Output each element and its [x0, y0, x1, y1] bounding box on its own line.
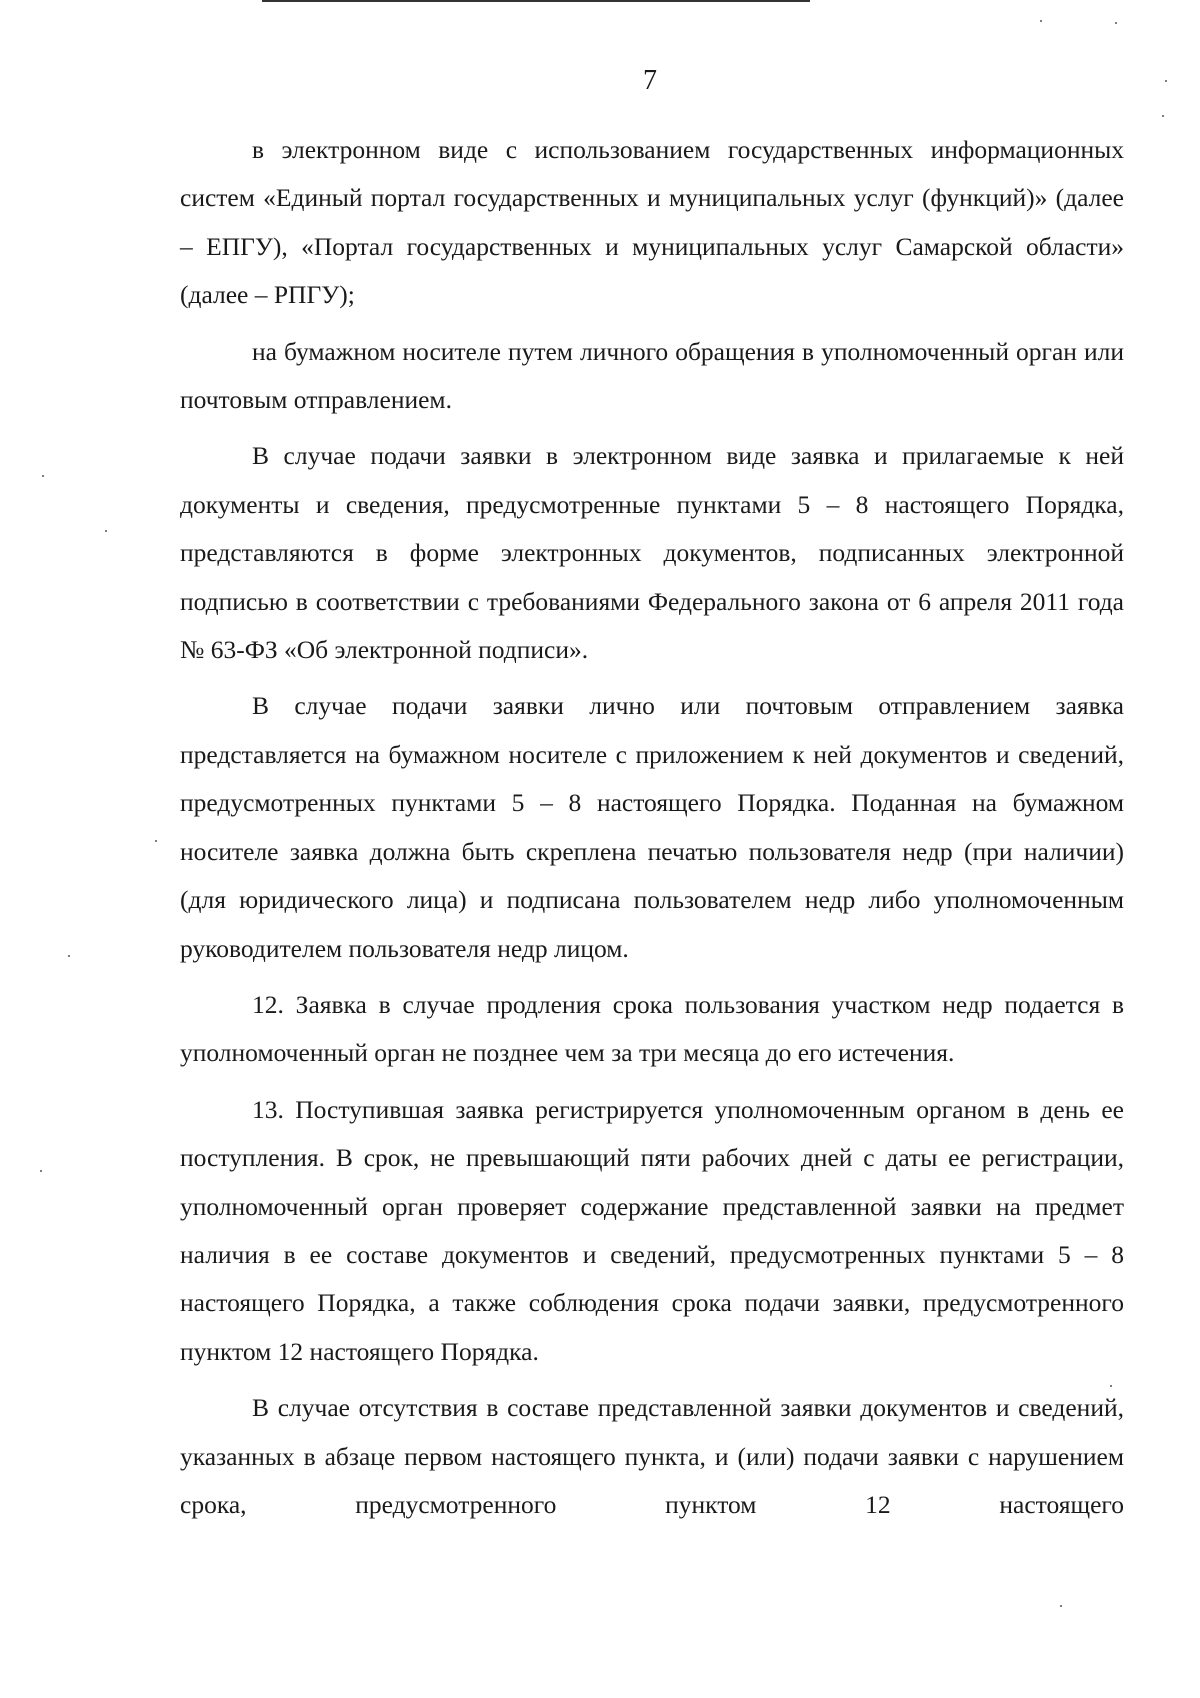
paragraph-item-13: 13. Поступившая заявка регистрируется уполномоченным органом в день ее поступления. В срок, не превышающий пяти рабочих дней с даты ее регистрации, уполномоченный орган проверяет содержание представленной заявки на предмет наличия в ее составе документов и сведений, предусмотренных пунктами 5 – 8 настоящего Порядка, а также соблюдения срока подачи заявки, предусмотренного пунктом 12 настоящего Порядка. [180, 1094, 1124, 1366]
scan-speck [1060, 1605, 1062, 1607]
scan-speck [1162, 115, 1164, 117]
paragraph-paper-submission: на бумажном носителе путем личного обращения в уполномоченный орган или почтовым отправлением. [180, 336, 1124, 415]
paragraph-item-12: 12. Заявка в случае продления срока пользования участком недр подается в уполномоченный орган не позднее чем за три месяца до его истечения. [180, 989, 1124, 1068]
scan-speck [155, 840, 157, 842]
scan-speck [1110, 1385, 1112, 1387]
scan-speck [1115, 22, 1117, 24]
scan-speck [40, 1170, 42, 1172]
scan-speck [1165, 80, 1167, 82]
scan-speck [42, 475, 44, 477]
page-number: 7 [643, 65, 657, 96]
document-body [180, 126, 1124, 1529]
paragraph-missing-documents: В случае отсутствия в составе представленной заявки документов и сведений, указанных в абзаце первом настоящего пункта, и (или) подачи заявки с нарушением срока, предусмотренного пунктом 12 настоящего [180, 1393, 1124, 1519]
paragraph-electronic-documents: В случае подачи заявки в электронном виде заявка и прилагаемые к ней документы и сведения, предусмотренные пунктами 5 – 8 настоящего Порядка, представляются в форме электронных документов, подписанных электронной подписью в соответствии с требованиями Федерального закона от 6 апреля 2011 года № 63-ФЗ «Об электронной подписи». [180, 441, 1124, 665]
top-rule [262, 0, 810, 2]
scan-speck [1040, 20, 1042, 22]
paragraph-electronic-submission: в электронном виде с использованием государственных информационных систем «Единый портал государственных и муниципальных услуг (функций)» (далее – ЕПГУ), «Портал государственных и муниципальных услуг Самарской области» (далее – РПГУ); [180, 135, 1124, 310]
scan-speck [105, 530, 107, 532]
paragraph-paper-documents: В случае подачи заявки лично или почтовым отправлением заявка представляется на бумажном носителе с приложением к ней документов и сведений, предусмотренных пунктами 5 – 8 настоящего Порядка. Поданная на бумажном носителе заявка должна быть скреплена печатью пользователя недр (при наличии) (для юридического лица) и подписана пользователем недр либо уполномоченным руководителем пользователя недр лицом. [180, 691, 1124, 963]
scan-speck [68, 955, 70, 957]
